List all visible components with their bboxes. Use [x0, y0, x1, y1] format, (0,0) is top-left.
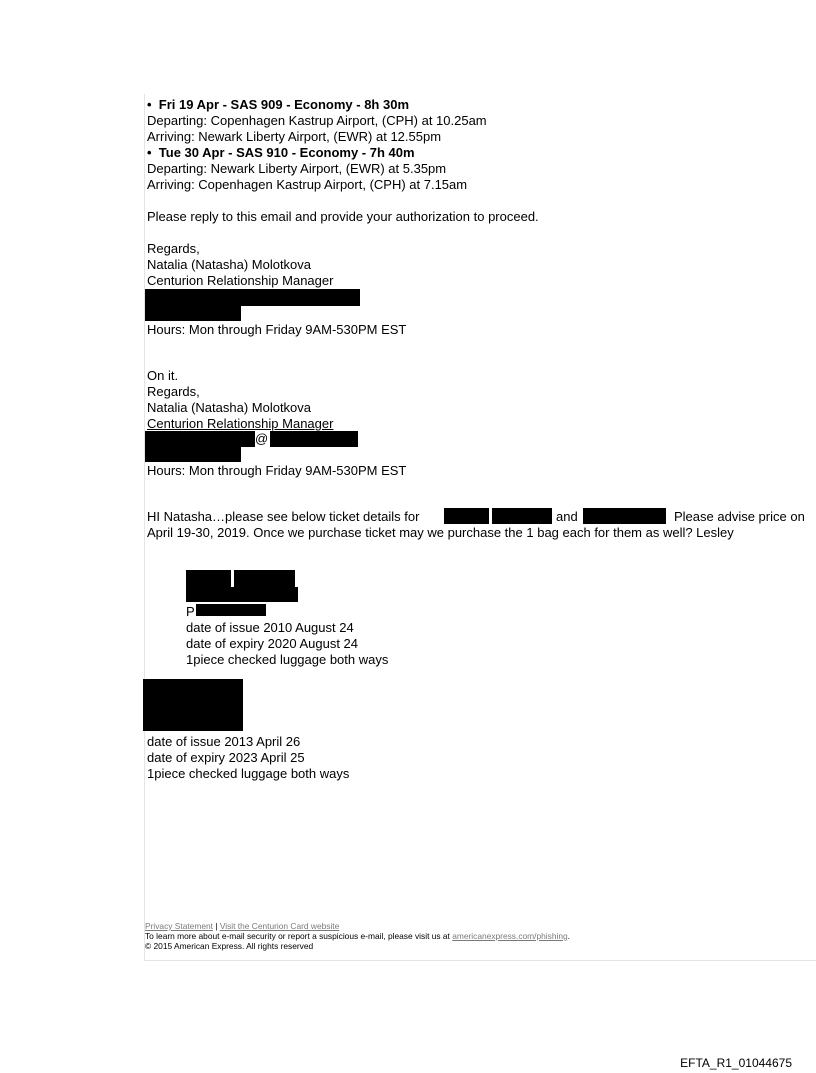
redaction-box	[583, 508, 666, 524]
redaction-box	[145, 431, 255, 447]
redaction-box	[444, 508, 489, 524]
flight-2-departing: Departing: Newark Liberty Airport, (EWR) at 5.35pm	[147, 161, 447, 176]
footer-separator: |	[215, 921, 218, 931]
passenger-1-issue: date of issue 2010 August 24	[186, 620, 354, 635]
redaction-box	[145, 289, 360, 306]
passenger-2-expiry: date of expiry 2023 April 25	[147, 750, 305, 765]
passenger-1-expiry: date of expiry 2020 August 24	[186, 636, 359, 651]
flight-2-arriving: Arriving: Copenhagen Kastrup Airport, (CPH) at 7.15am	[147, 177, 468, 192]
email-at-sign: @	[255, 431, 269, 446]
reply-hours: Hours: Mon through Friday 9AM-530PM EST	[147, 463, 407, 478]
reply-regards: Regards,	[147, 384, 200, 399]
authorization-request: Please reply to this email and provide your authorization to proceed.	[147, 209, 539, 224]
flight-1-departing: Departing: Copenhagen Kastrup Airport, (CPH) at 10.25am	[147, 113, 487, 128]
signature-name: Natalia (Natasha) Molotkova	[147, 257, 312, 272]
reply-role: Centurion Relationship Manager	[147, 416, 334, 431]
passenger-2-luggage: 1piece checked luggage both ways	[147, 766, 350, 781]
passport-prefix: P	[186, 604, 195, 619]
redaction-box	[234, 570, 295, 587]
signature-regards: Regards,	[147, 241, 200, 256]
reply-on-it: On it.	[147, 368, 179, 383]
original-line-1-end: Please advise price on	[674, 509, 805, 524]
security-period: .	[567, 931, 570, 941]
copyright: © 2015 American Express. All rights reserved	[145, 941, 314, 951]
reply-block	[147, 368, 333, 432]
signature-hours: Hours: Mon through Friday 9AM-530PM EST	[147, 322, 407, 337]
itinerary	[147, 97, 487, 193]
redaction-box	[492, 508, 552, 524]
redaction-box	[196, 604, 266, 616]
flight-1-arriving: Arriving: Newark Liberty Airport, (EWR) at 12.55pm	[147, 129, 442, 144]
phishing-link[interactable]: americanexpress.com/phishing	[452, 931, 568, 941]
email-footer	[145, 921, 570, 951]
signature-1	[147, 241, 333, 289]
redaction-box	[145, 306, 241, 321]
passenger-1-luggage: 1piece checked luggage both ways	[186, 652, 389, 667]
privacy-statement-link[interactable]: Privacy Statement	[145, 921, 213, 931]
redaction-box	[186, 570, 231, 587]
centurion-website-link[interactable]: Visit the Centurion Card website	[219, 921, 340, 931]
original-message-line-2: April 19-30, 2019. Once we purchase ticket may we purchase the 1 bag each for them as well? Lesley	[147, 525, 734, 540]
original-message-line-1	[147, 509, 419, 525]
redaction-box	[186, 587, 298, 602]
passenger-2-details	[147, 734, 349, 782]
redaction-box	[270, 431, 358, 447]
reply-name: Natalia (Natasha) Molotkova	[147, 400, 312, 415]
passenger-2-issue: date of issue 2013 April 26	[147, 734, 301, 749]
document-id: EFTA_R1_01044675	[680, 1056, 792, 1070]
security-notice	[145, 931, 570, 941]
original-line-1-start: HI Natasha…please see below ticket details for	[147, 509, 420, 524]
original-line-1-and: and	[556, 509, 578, 524]
security-text: To learn more about e-mail security or report a suspicious e-mail, please visit us at	[145, 931, 450, 941]
signature-role: Centurion Relationship Manager	[147, 273, 334, 288]
flight-1-title: • Fri 19 Apr - SAS 909 - Economy - 8h 30m	[147, 97, 410, 112]
flight-2-title: • Tue 30 Apr - SAS 910 - Economy - 7h 40m	[147, 145, 415, 160]
redaction-box	[145, 447, 241, 462]
passenger-1-details	[186, 620, 388, 668]
redaction-box	[143, 679, 243, 731]
footer-links	[145, 921, 570, 931]
